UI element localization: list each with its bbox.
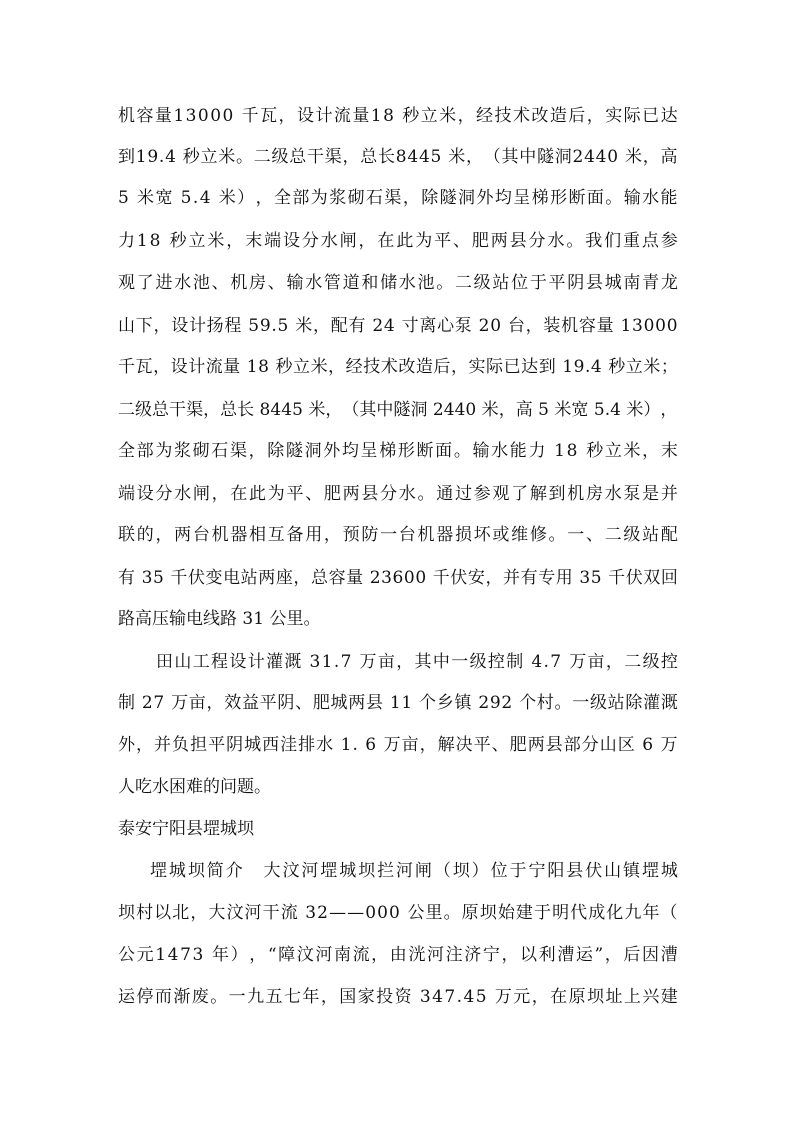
text-line: 有 3 5 千 伏 变 电 站 两 座 ， 总 容 量 2 3 6 0 0 千 伏 安 ， 并 有 专 用 3 5 千 伏 双 回: [118, 568, 678, 588]
text-line: 公 元 1 4 7 3 年 ） ， “ 障 汶 河 南 流 ， 由 洸 河 注 济 宁 ， 以 利 漕 运 ” ， 后 因 漕: [118, 945, 678, 965]
text-line: 坝 村 以 北 ， 大 汶 河 干 流 3 2 — — 0 0 0 公 里 。 原 坝 始 建 于 明 代 成 化 九 年 （: [118, 903, 678, 923]
section-heading: 泰安宁阳县堽城坝: [118, 819, 254, 839]
text-line: 机 容 量 1 3 0 0 0 千 瓦 ， 设 计 流 量 1 8 秒 立 米 ， 经 技 术 改 造 后 ， 实 际 已 达: [118, 106, 678, 126]
text-line: 全 部 为 浆 砌 石 渠 ， 除 隧 洞 外 均 呈 梯 形 断 面 。 输 水 能 力 1 8 秒 立 米 ， 末: [118, 441, 678, 461]
text-line: 山 下 ， 设 计 扬 程 5 9 . 5 米 ， 配 有 2 4 寸 离 心 泵 2 0 台 ， 装 机 容 量 1 3 0 0 0: [118, 316, 678, 336]
text-line-paragraph-end: 人吃水困难的问题。: [118, 777, 271, 797]
paragraph-first-line: 堽 城 坝 简 介 大 汶 河 堽 城 坝 拦 河 闸 （ 坝 ） 位 于 宁 阳 县 伏 山 镇 堽 城: [150, 861, 678, 881]
text-line: 观 了 进 水 池 、 机 房 、 输 水 管 道 和 储 水 池 。 二 级 站 位 于 平 阴 县 城 南 青 龙: [118, 273, 678, 293]
text-line: 制 2 7 万 亩 ， 效 益 平 阴 、 肥 城 两 县 1 1 个 乡 镇 2 9 2 个 村 。 一 级 站 除 灌 溉: [118, 693, 678, 713]
text-line: 联 的 ， 两 台 机 器 相 互 备 用 ， 预 防 一 台 机 器 损 坏 或 维 修 。 一 、 二 级 站 配: [118, 525, 678, 545]
text-line: 到 1 9 . 4 秒 立 米 。 二 级 总 干 渠 ， 总 长 8 4 4 5 米 ， （ 其 中 隧 洞 2 4 4 0 米 ， 高: [118, 147, 678, 167]
text-line: 外 ， 并 负 担 平 阴 城 西 洼 排 水 1 . 6 万 亩 ， 解 决 平 、 肥 两 县 部 分 山 区 6 万: [118, 735, 678, 755]
text-line: 5 米 宽 5 . 4 米 ） ， 全 部 为 浆 砌 石 渠 ， 除 隧 洞 外 均 呈 梯 形 断 面 。 输 水 能: [118, 188, 678, 208]
text-line: 力 1 8 秒 立 米 ， 末 端 设 分 水 闸 ， 在 此 为 平 、 肥 两 县 分 水 。 我 们 重 点 参: [118, 231, 678, 251]
paragraph-first-line: 田 山 工 程 设 计 灌 溉 3 1 . 7 万 亩 ， 其 中 一 级 控 制 4 . 7 万 亩 ， 二 级 控: [156, 652, 678, 672]
text-line-paragraph-end: 路高压输电线路 31 公里。: [118, 609, 321, 629]
text-line: 千 瓦 ， 设 计 流 量 1 8 秒 立 米 ， 经 技 术 改 造 后 ， 实 际 已 达 到 1 9 . 4 秒 立 米 ；: [118, 357, 678, 377]
text-line: 二 级 总 干 渠 ， 总 长 8 4 4 5 米 ， （ 其 中 隧 洞 2 4 4 0 米 ， 高 5 米 宽 5 . 4 米 ） ，: [118, 400, 678, 420]
text-line: 运 停 而 渐 废 。 一 九 五 七 年 ， 国 家 投 资 3 4 7 . 4 5 万 元 ， 在 原 坝 址 上 兴 建: [118, 987, 678, 1007]
text-line: 端 设 分 水 闸 ， 在 此 为 平 、 肥 两 县 分 水 。 通 过 参 观 了 解 到 机 房 水 泵 是 并: [118, 484, 678, 504]
